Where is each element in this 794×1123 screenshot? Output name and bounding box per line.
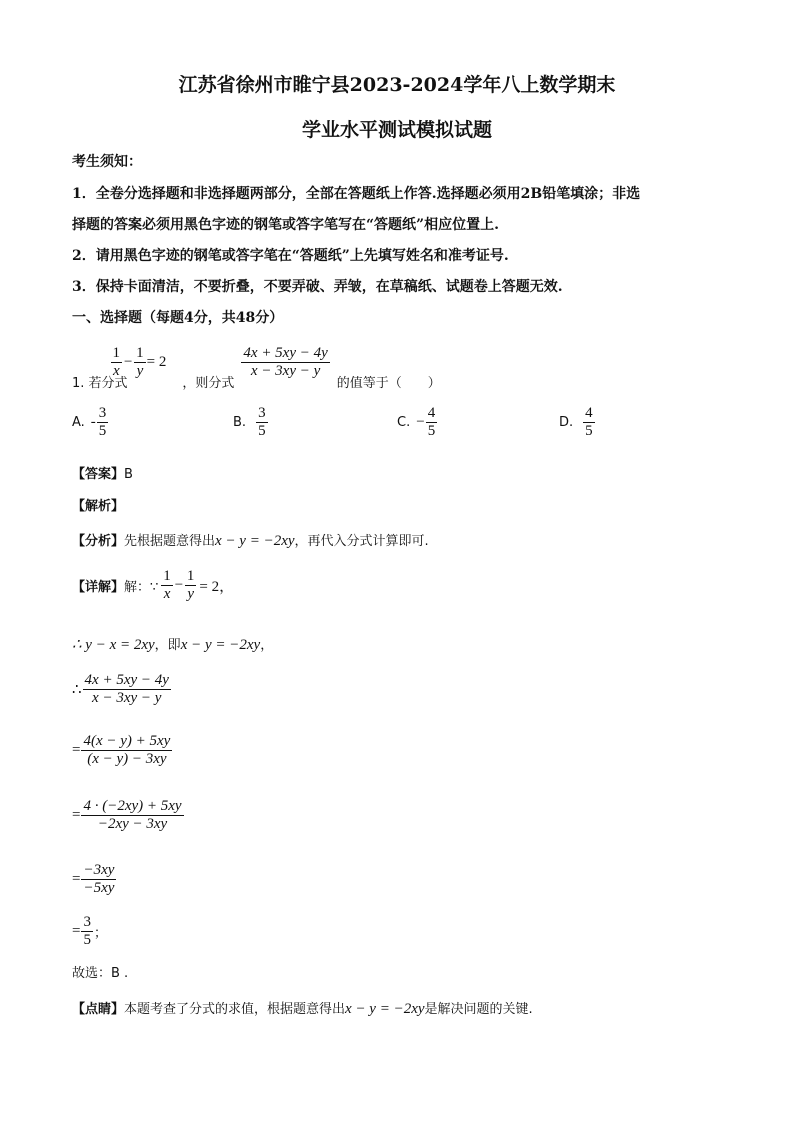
answer-line	[72, 463, 133, 482]
detail-line2: ∴ y − x = 2xy，即x − y = −2xy，	[72, 637, 274, 653]
detail-step1: ∴ $\frac{4x + 5xy - 4y}{x - 3xy - y}$	[72, 672, 169, 706]
notice-heading: 考生须知：	[72, 154, 142, 170]
question-1-condition: $\frac{1}{x}$ − $\frac{1}{y}$ = 2	[112, 345, 167, 379]
notice-item1-line1: 1．全卷分选择题和非选择题两部分，全部在答题纸上作答.选择题必须用2B铅笔填涂；非选	[72, 186, 641, 202]
detail-step5: = $\frac{3}{5}$ ；	[72, 914, 107, 948]
dianjing-line: 【点睛】本题考查了分式的求值，根据题意得出x − y = −2xy是解决问题的关键.	[72, 1001, 533, 1017]
option-d[interactable]: D. $\frac{4}{5}$	[559, 405, 593, 439]
fenxi-line: 【分析】先根据题意得出x − y = −2xy，再代入分式计算即可.	[72, 533, 429, 549]
analysis-tag: 【解析】	[72, 499, 125, 514]
detail-step2: = $\frac{4(x - y) + 5xy}{(x - y) - 3xy}$	[72, 733, 171, 767]
question-1-mid: ，则分式	[182, 376, 235, 391]
question-1-suffix: 的值等于（ ）	[336, 376, 441, 391]
question-1	[72, 340, 441, 391]
section-heading: 一、选择题（每题4分，共48分）	[72, 310, 284, 326]
question-1-prefix: 1. 若分式	[72, 376, 128, 391]
detail-step3: = $\frac{4 \cdot (-2xy) + 5xy}{-2xy - 3xy}$	[72, 798, 182, 832]
answer-value: B	[124, 467, 133, 482]
notice-item3: 3．保持卡面清洁，不要折叠，不要弄破、弄皱，在草稿纸、试题卷上答题无效.	[72, 279, 563, 295]
notice-item2: 2．请用黑色字迹的钢笔或答字笔在“答题纸”上先填写姓名和准考证号.	[72, 248, 509, 264]
detail-step4: = $\frac{-3xy}{-5xy}$	[72, 862, 115, 896]
question-1-expression: $\frac{4x + 5xy - 4y}{x - 3xy - y}$	[243, 345, 328, 379]
answer-tag: 【答案】	[72, 467, 125, 482]
page-title-line1: 江苏省徐州市睢宁县2023-2024学年八上数学期末	[178, 74, 616, 96]
notice-item1-line2: 择题的答案必须用黑色字迹的钢笔或答字笔写在“答题纸”相应位置上.	[72, 217, 499, 233]
option-b[interactable]: B. $\frac{3}{5}$	[233, 405, 266, 439]
detail-line1: 【详解】 解：∵ $\frac{1}{x}$ − $\frac{1}{y}$ = 2，	[72, 568, 235, 602]
option-c[interactable]: C. − $\frac{4}{5}$	[397, 405, 436, 439]
page-title-line2: 学业水平测试模拟试题	[301, 119, 492, 141]
option-a[interactable]: A. - $\frac{3}{5}$	[72, 405, 107, 439]
detail-choose: 故选：B .	[72, 966, 129, 981]
